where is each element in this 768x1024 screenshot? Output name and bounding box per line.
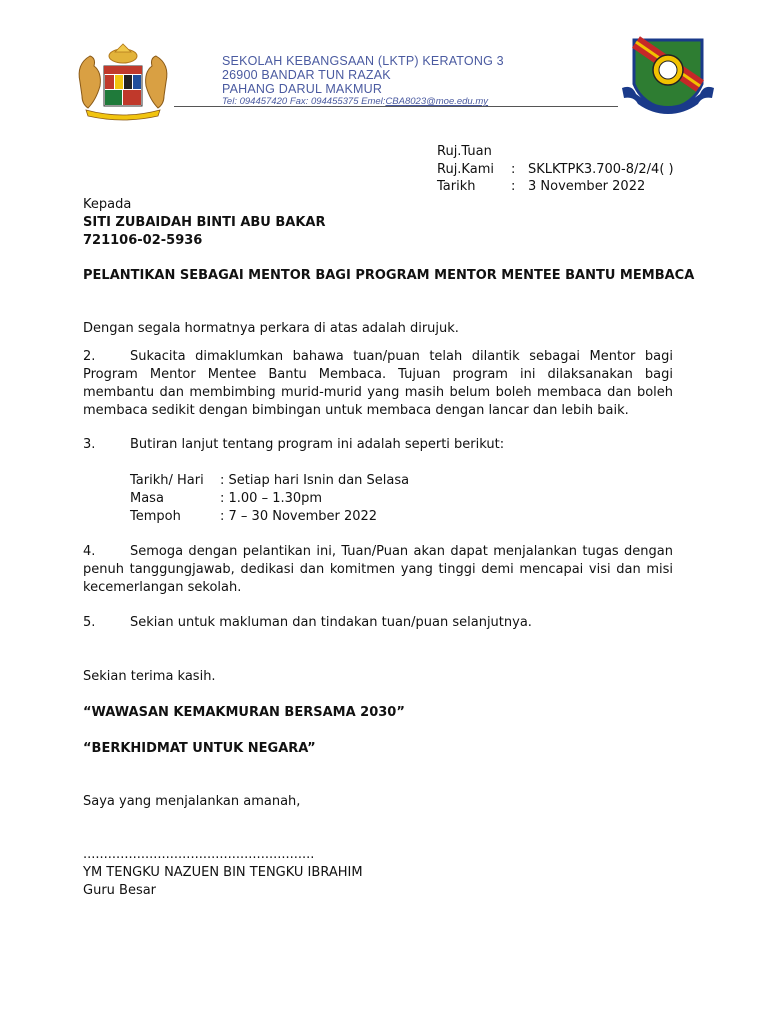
closing-thanks: Sekian terima kasih. <box>83 669 216 684</box>
tel-number: 094457420 <box>239 96 288 107</box>
signature-line: ........................................................ <box>83 847 315 862</box>
ruj-kami-row <box>437 161 674 179</box>
paragraph-5-number: 5. <box>83 615 96 630</box>
detail-value: : 7 – 30 November 2022 <box>220 509 378 524</box>
signatory-name: YM TENGKU NAZUEN BIN TENGKU IBRAHIM <box>83 865 363 880</box>
header-rule <box>174 106 618 107</box>
school-name: SEKOLAH KEBANGSAAN (LKTP) KERATONG 3 <box>222 54 504 68</box>
ruj-kami-value: SKLKTPK3.700-8/2/4( ) <box>528 162 674 177</box>
paragraph-4 <box>83 543 673 597</box>
ruj-tuan-label: Ruj.Tuan <box>437 144 492 159</box>
detail-row <box>130 472 409 490</box>
ruj-kami-label: Ruj.Kami <box>437 162 494 177</box>
tel-label: Tel: <box>222 96 237 107</box>
detail-value: : 1.00 – 1.30pm <box>220 491 323 506</box>
detail-label: Masa <box>130 491 164 506</box>
to-label: Kepada <box>83 197 132 212</box>
detail-value: : Setiap hari Isnin dan Selasa <box>220 473 410 488</box>
ruj-kami-colon: : <box>511 162 516 177</box>
paragraph-3-number: 3. <box>83 437 96 452</box>
motto-2: “BERKHIDMAT UNTUK NEGARA” <box>83 741 316 756</box>
tarikh-label: Tarikh <box>437 179 476 194</box>
tarikh-row <box>437 178 645 196</box>
paragraph-3-text: Butiran lanjut tentang program ini adalah seperti berikut: <box>130 437 505 452</box>
recipient-id: 721106-02-5936 <box>83 233 203 248</box>
paragraph-4-text: Semoga dengan pelantikan ini, Tuan/Puan akan dapat menjalankan tugas dengan penuh tanggungjawab, dedikasi dan komitmen yang tinggi demi mencapai visi dan misi kecemerlangan sekolah. <box>83 544 673 595</box>
detail-row <box>130 508 377 526</box>
letter-subject: PELANTIKAN SEBAGAI MENTOR BAGI PROGRAM MENTOR MENTEE BANTU MEMBACA <box>83 268 695 283</box>
recipient-name: SITI ZUBAIDAH BINTI ABU BAKAR <box>83 215 326 230</box>
school-badge-logo <box>618 36 718 116</box>
paragraph-2-text: Sukacita dimaklumkan bahawa tuan/puan telah dilantik sebagai Mentor bagi Program Mentor Mentee Bantu Membaca. Tujuan program ini dilaksanakan bagi membantu dan membimbing murid-murid yang masih belum boleh membaca dan boleh membaca sedikit dengan bimbingan untuk membaca dengan lancar dan lebih baik. <box>83 349 673 418</box>
address-line-2: PAHANG DARUL MAKMUR <box>222 82 383 96</box>
ruj-tuan-row <box>437 143 492 161</box>
email-label: Emel: <box>361 96 386 107</box>
address-line-1: 26900 BANDAR TUN RAZAK <box>222 68 391 82</box>
coat-of-arms-logo <box>68 42 178 122</box>
paragraph-3 <box>83 436 673 454</box>
signatory-position: Guru Besar <box>83 883 157 898</box>
tarikh-colon: : <box>511 179 516 194</box>
paragraph-5 <box>83 614 673 632</box>
fax-label: Fax: <box>289 96 309 107</box>
paragraph-2-number: 2. <box>83 349 96 364</box>
detail-label: Tarikh/ Hari <box>130 473 204 488</box>
tarikh-value: 3 November 2022 <box>528 179 646 194</box>
fax-number: 094455375 <box>310 96 359 107</box>
paragraph-5-text: Sekian untuk makluman dan tindakan tuan/puan selanjutnya. <box>130 615 532 630</box>
paragraph-2 <box>83 348 673 420</box>
detail-label: Tempoh <box>130 509 181 524</box>
motto-1: “WAWASAN KEMAKMURAN BERSAMA 2030” <box>83 705 405 720</box>
opening-line: Dengan segala hormatnya perkara di atas adalah dirujuk. <box>83 321 459 336</box>
paragraph-4-number: 4. <box>83 544 96 559</box>
email-link[interactable]: CBA8023@moe.edu.my <box>385 96 489 107</box>
trust-line: Saya yang menjalankan amanah, <box>83 794 301 809</box>
detail-row <box>130 490 322 508</box>
